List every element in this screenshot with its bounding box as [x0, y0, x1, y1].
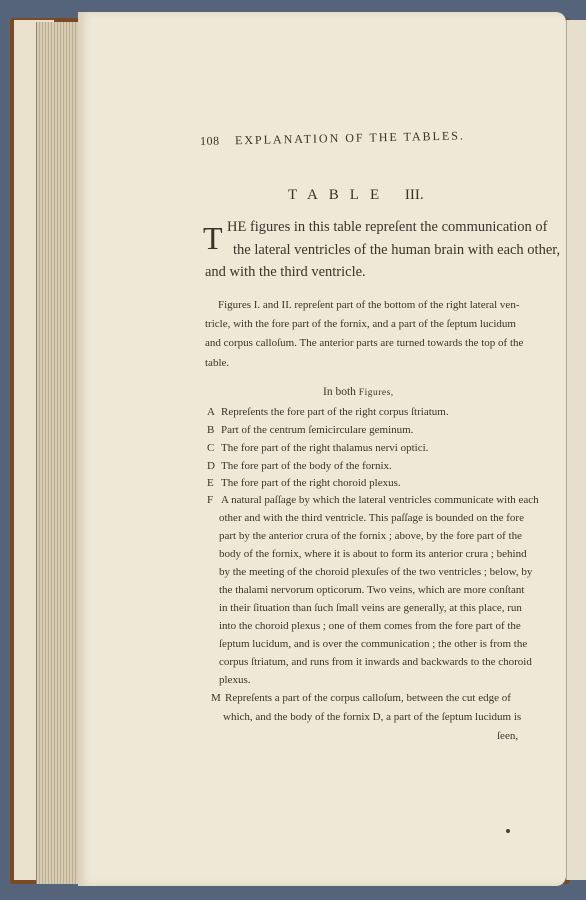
item-f-line: in their ſituation than ſuch ſmall veins are generally, at this place, run [219, 602, 522, 614]
list-item [207, 442, 428, 454]
figures-heading-word: Figures, [358, 388, 394, 398]
item-key: D [207, 460, 215, 472]
intro-line-2: the lateral ventricles of the human brain with each other, [233, 242, 561, 258]
item-text: Repreſents the fore part of the right corpus ſtriatum. [221, 406, 449, 418]
table-number: III. [404, 187, 424, 203]
item-f-line: plexus. [219, 674, 251, 686]
item-key: B [207, 424, 215, 436]
paragraph-line: tricle, with the fore part of the fornix, and a part of the ſeptum lucidum [205, 318, 516, 330]
list-item [207, 477, 401, 489]
item-f-line: ſeptum lucidum, and is over the communication ; the other is from the [219, 638, 528, 650]
paragraph-line: Figures I. and II. repreſent part of the bottom of the right lateral ven- [218, 299, 520, 311]
item-text: The fore part of the right choroid plexus. [221, 477, 401, 489]
ink-spot [506, 829, 510, 833]
intro-line-3: and with the third ventricle. [205, 264, 366, 280]
item-text: The fore part of the right thalamus nervi optici. [221, 442, 429, 454]
table-word: TABLE [288, 187, 391, 203]
item-key: F [207, 494, 214, 506]
figures-heading-prefix: In both [323, 386, 359, 398]
list-item [207, 494, 539, 506]
item-text: Repreſents a part of the corpus calloſum, between the cut edge of [225, 692, 511, 704]
list-item [207, 460, 392, 472]
item-f-line: into the choroid plexus ; one of them comes from the fore part of the [219, 620, 521, 632]
item-key: C [207, 442, 215, 454]
drop-cap: T [203, 220, 223, 256]
figures-heading [323, 386, 394, 398]
list-item [207, 424, 413, 436]
list-item [211, 692, 511, 704]
paragraph-line: table. [205, 357, 230, 369]
item-key: E [207, 477, 214, 489]
paragraph-line: and corpus calloſum. The anterior parts are turned towards the top of the [205, 337, 524, 349]
page-edges [36, 22, 79, 884]
next-page-edge [566, 20, 586, 880]
table-title [288, 187, 424, 204]
item-f-line: by the meeting of the choroid plexuſes of the two ventricles ; below, by [219, 566, 533, 578]
list-item [207, 406, 449, 418]
item-f-line: corpus ſtriatum, and runs from it inwards and backwards to the choroid [219, 656, 532, 668]
item-text: Part of the centrum ſemicirculare geminum. [221, 424, 414, 436]
item-key: M [211, 692, 221, 704]
item-f-line: other and with the third ventricle. This paſſage is bounded on the fore [219, 512, 524, 524]
item-f-line: body of the fornix, where it is about to form its anterior crura ; behind [219, 548, 527, 560]
catchword: ſeen, [497, 730, 519, 742]
item-key: A [207, 406, 215, 418]
intro-line-1: HE figures in this table repreſent the communication of [227, 219, 548, 235]
item-text: The fore part of the body of the fornix. [221, 460, 392, 472]
item-text: A natural paſſage by which the lateral ventricles communicate with each [221, 494, 539, 506]
item-m-line: which, and the body of the fornix D, a part of the ſeptum lucidum is [223, 711, 522, 723]
running-head-title: EXPLANATION OF THE TABLES. [234, 128, 466, 148]
page-number: 108 [199, 133, 220, 148]
item-f-line: the thalami nervorum opticorum. Two veins, which are more conſtant [219, 584, 525, 596]
item-f-line: part by the anterior crura of the fornix ; above, by the fore part of the [219, 530, 522, 542]
